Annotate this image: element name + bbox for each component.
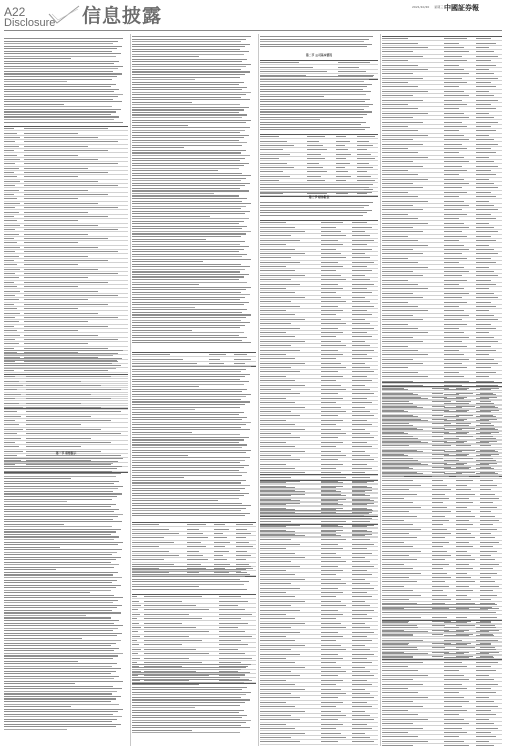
body-text-block <box>260 184 378 194</box>
table-row <box>260 745 378 746</box>
header-rule <box>4 30 502 31</box>
column-divider <box>258 34 259 746</box>
body-text-block <box>382 604 502 614</box>
issue-weekday: 星期三 <box>434 5 444 9</box>
section-heading: 第一节 重要提示 <box>55 451 77 455</box>
body-text-block <box>4 350 128 370</box>
section-rule <box>382 382 502 383</box>
column-2 <box>132 34 256 746</box>
page-header <box>0 0 506 32</box>
page-section-english: Disclosure <box>4 17 56 29</box>
table-row <box>382 744 502 746</box>
column-divider <box>130 34 131 746</box>
body-text-block <box>4 38 128 124</box>
column-1 <box>4 34 128 746</box>
data-table <box>132 352 256 367</box>
body-text-block <box>260 510 378 520</box>
newspaper-masthead: 中國証券報 <box>444 3 479 12</box>
body-text-block <box>132 566 256 591</box>
body-text-block <box>260 76 378 132</box>
issue-date: 2021/10/20 <box>412 5 430 9</box>
column-divider <box>380 34 381 746</box>
section-title: 信息披露 <box>82 5 163 27</box>
issue-info <box>412 5 447 9</box>
section-heading: 第三节 财务报表 <box>308 195 330 199</box>
column-4 <box>382 34 502 746</box>
body-text-block <box>132 366 256 518</box>
body-text-block <box>132 36 256 345</box>
data-table <box>382 620 502 746</box>
body-text-block <box>4 458 128 731</box>
section-heading: 第二节 公司基本情况 <box>305 53 333 57</box>
data-table <box>260 524 378 746</box>
column-3 <box>260 34 378 746</box>
header-check-decoration-icon <box>48 4 82 26</box>
body-text-block <box>260 202 378 217</box>
section-rule <box>260 474 378 475</box>
body-text-block <box>260 36 378 49</box>
page-code: A22 <box>4 5 26 19</box>
body-text-block <box>132 664 256 735</box>
